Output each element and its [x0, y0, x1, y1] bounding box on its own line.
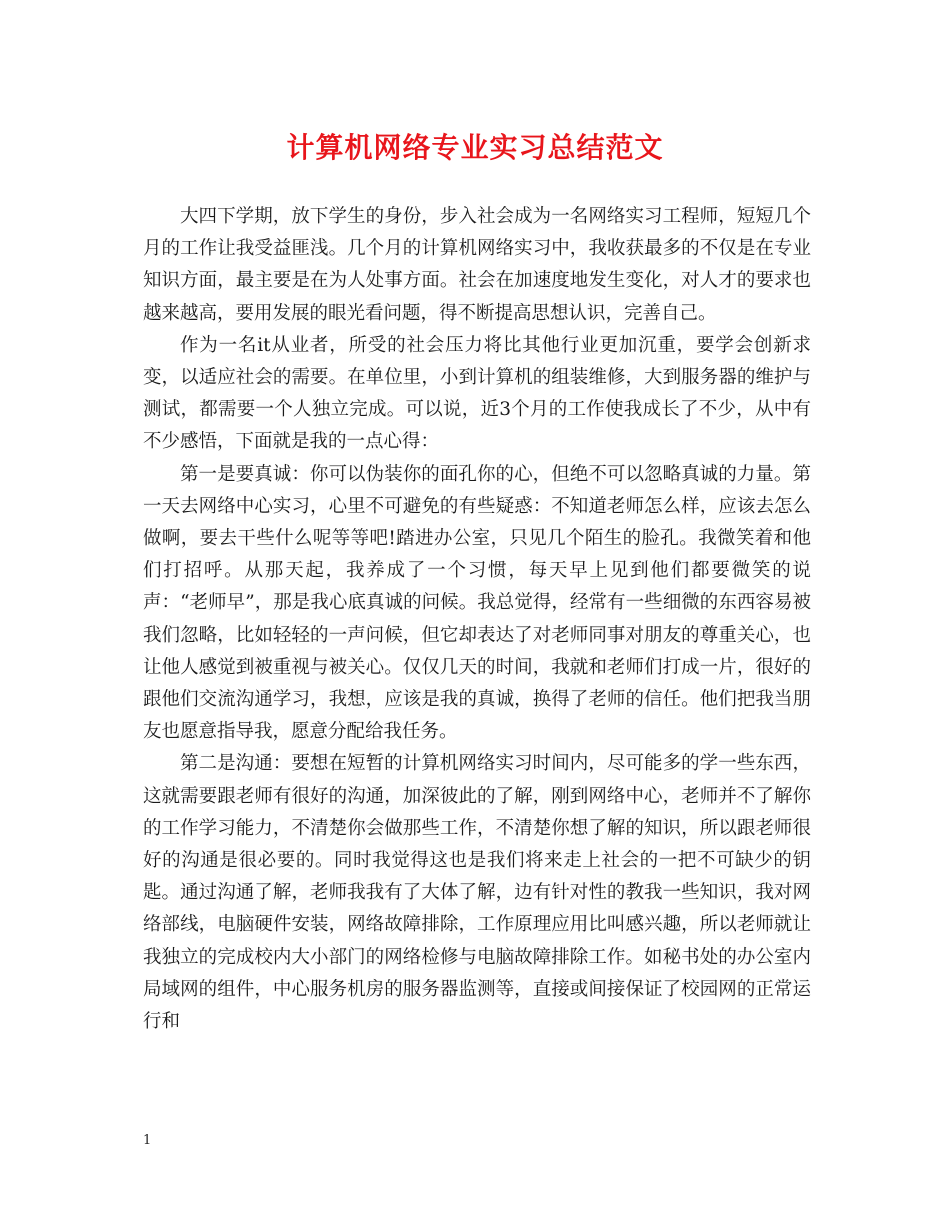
page-number: 1 [143, 1133, 152, 1148]
paragraph-2: 作为一名it从业者，所受的社会压力将比其他行业更加沉重，要学会创新求变，以适应社会的需要。在单位里，小到计算机的组装维修，大到服务器的维护与测试，都需要一个人独立完成。可以说，近3个月的工作使我成长了不少，从中有不少感悟，下面就是我的一点心得： [143, 334, 811, 453]
paragraph-4: 第二是沟通：要想在短暂的计算机网络实习时间内，尽可能多的学一些东西，这就需要跟老师有很好的沟通，加深彼此的了解，刚到网络中心，老师并不了解你的工作学习能力，不清楚你会做那些工作，不清楚你想了解的知识，所以跟老师很好的沟通是很必要的。同时我觉得这也是我们将来走上社会的一把不可缺少的钥匙。通过沟通了解，老师我我有了大体了解，边有针对性的教我一些知识，我对网络部线，电脑硬件安装，网络故障排除，工作原理应用比叫感兴趣，所以老师就让我独立的完成校内大小部门的网络检修与电脑故障排除工作。如秘书处的办公室内局域网的组件，中心服务机房的服务器监测等，直接或间接保证了校园网的正常运行和 [143, 753, 811, 1033]
page-title: 计算机网络专业实习总结范文 [286, 131, 664, 164]
paragraph-1: 大四下学期，放下学生的身份，步入社会成为一名网络实习工程师，短短几个月的工作让我受益匪浅。几个月的计算机网络实习中，我收获最多的不仅是在专业知识方面，最主要是在为人处事方面。社会在加速度地发生变化，对人才的要求也越来越高，要用发展的眼光看问题，得不断提高思想认识，完善自己。 [143, 206, 811, 324]
document-body [143, 201, 811, 1038]
paragraph-3: 第一是要真诚：你可以伪装你的面孔你的心，但绝不可以忽略真诚的力量。第一天去网络中心实习，心里不可避免的有些疑惑：不知道老师怎么样，应该去怎么做啊，要去干些什么呢等等吧!踏进办公室，只见几个陌生的脸孔。我微笑着和他们打招呼。从那天起，我养成了一个习惯，每天早上见到他们都要微笑的说声：“老师早”，那是我心底真诚的问候。我总觉得，经常有一些细微的东西容易被我们忽略，比如轻轻的一声问候，但它却表达了对老师同事对朋友的尊重关心，也让他人感觉到被重视与被关心。仅仅几天的时间，我就和老师们打成一片，很好的跟他们交流沟通学习，我想，应该是我的真诚，换得了老师的信任。他们把我当朋友也愿意指导我，愿意分配给我任务。 [143, 463, 811, 743]
